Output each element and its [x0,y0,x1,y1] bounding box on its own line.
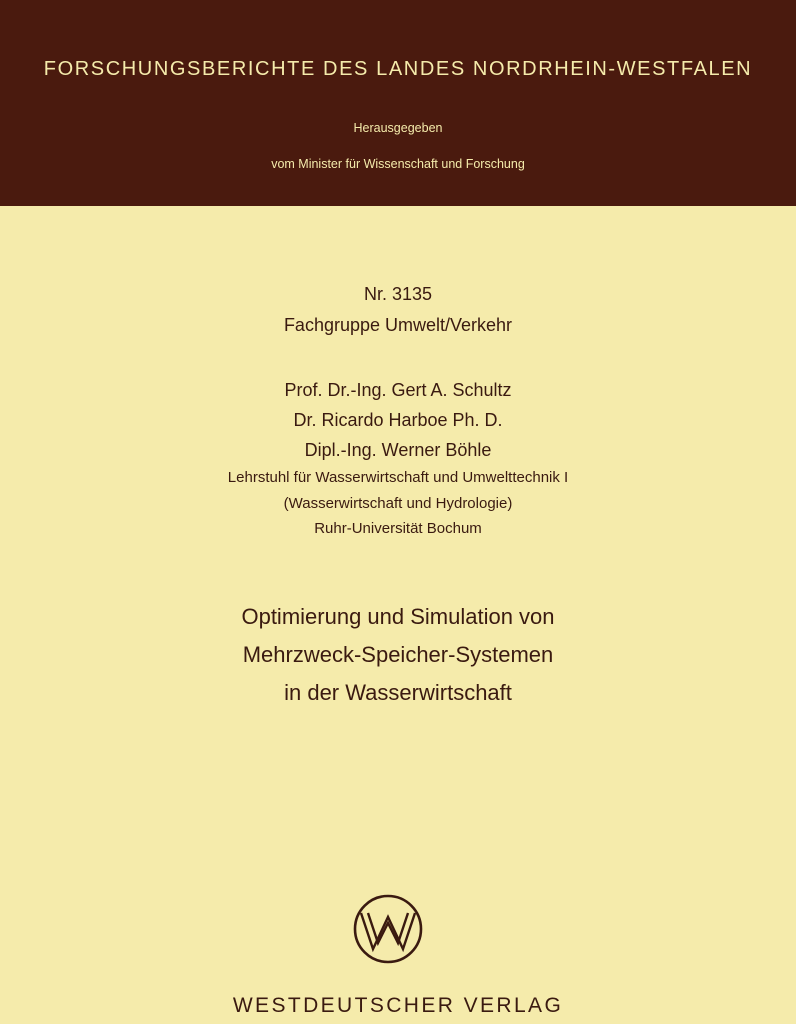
institution-line-2: (Wasserwirtschaft und Hydrologie) [283,495,513,512]
author-1: Prof. Dr.-Ing. Gert A. Schultz [284,380,512,400]
series-header-band [0,0,796,206]
author-2: Dr. Ricardo Harboe Ph. D. [293,410,503,430]
report-group: Fachgruppe Umwelt/Verkehr [283,315,513,335]
institution-line-1: Lehrstuhl für Wasserwirtschaft und Umwelttechnik I [227,469,569,486]
editor-line-1: Herausgegeben [353,121,443,135]
series-title: FORSCHUNGSBERICHTE DES LANDES NORDRHEIN-WESTFALEN [43,58,753,80]
book-title-line-1: Optimierung und Simulation von [241,604,555,629]
report-number: Nr. 3135 [363,284,433,304]
author-3: Dipl.-Ing. Werner Böhle [304,440,492,460]
book-title-line-2: Mehrzweck-Speicher-Systemen [242,642,554,667]
institution-line-3: Ruhr-Universität Bochum [314,520,482,537]
book-title-line-3: in der Wasserwirtschaft [284,680,512,705]
editor-line-2: vom Minister für Wissenschaft und Forschung [271,157,525,171]
publisher-name: WESTDEUTSCHER VERLAG [232,994,564,1017]
westdeutscher-verlag-logo-icon [352,893,424,965]
